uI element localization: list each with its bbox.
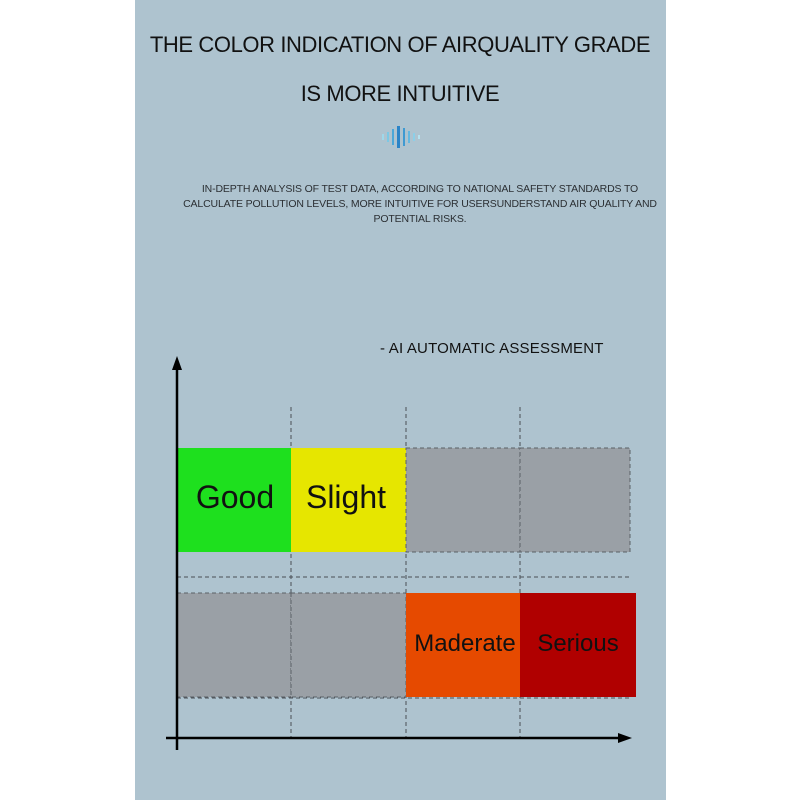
title-line-1: THE COLOR INDICATION OF AIRQUALITY GRADE [149,32,651,57]
grade-label-serious: Serious [537,630,619,657]
grade-label-good: Good [195,479,275,515]
inactive-cell [291,593,406,697]
description-text: IN-DEPTH ANALYSIS OF TEST DATA, ACCORDING TO NATIONAL SAFETY STANDARDS TO CALCULATE POLLUTION LEVELS, MORE INTUITIVE FOR USERSUNDERSTAND AIR QUALITY AND POTENTIAL RISKS. [183,183,657,225]
inactive-cell [406,448,520,552]
inactive-cell [520,448,630,552]
assessment-subtitle: - AI AUTOMATIC ASSESSMENT [380,340,604,357]
x-axis [166,733,632,743]
inactive-cell [177,593,291,697]
grade-label-moderate: Maderate [414,630,516,657]
title-line-2: IS MORE INTUITIVE [300,81,500,106]
grade-label-slight: Slight [305,479,387,515]
